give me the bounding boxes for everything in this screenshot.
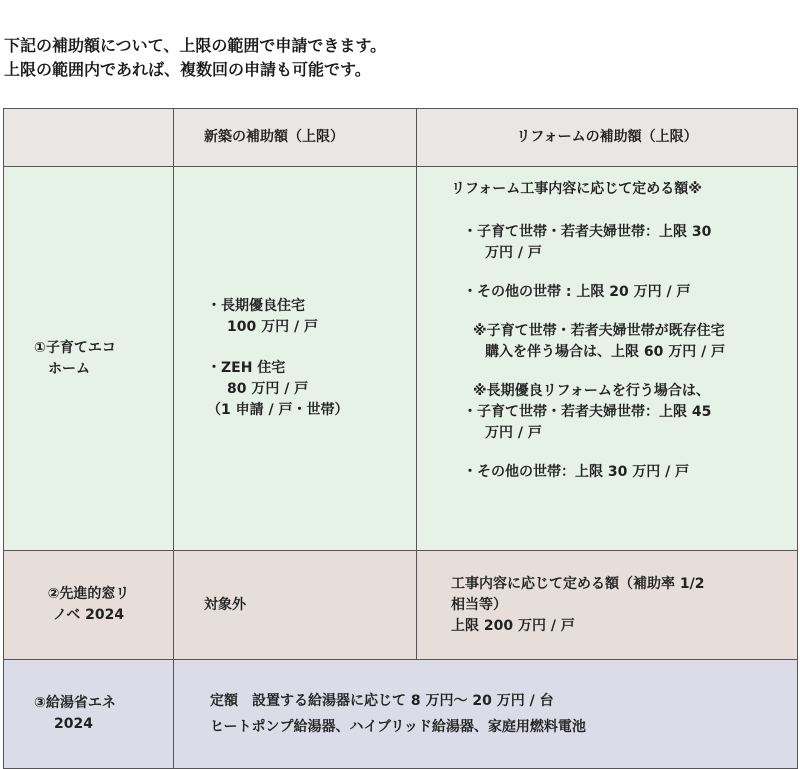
row1-reform-b: ・その他の世帯 : 上限 20 万円 / 戸 [463, 284, 691, 300]
row1-reform-a-line2: 万円 / 戸 [485, 245, 542, 261]
row1-reform-e: ・その他の世帯：上限 30 万円 / 戸 [463, 464, 690, 480]
intro-line-1: 下記の補助額について、上限の範囲で申請できます。 [4, 36, 387, 55]
row1-reform-d-line1: ※長期優良リフォームを行う場合は、 [473, 383, 710, 399]
row3-name-line1: ③給湯省エネ [34, 695, 116, 711]
row3-merged-cell [174, 660, 798, 769]
row2-name-line2: ノベ 2024 [52, 607, 125, 623]
row1-reform-c-line1: ※子育て世帯・若者夫婦世帯が既存住宅 [473, 323, 725, 339]
header-cell-empty [4, 109, 174, 167]
intro-line-2: 上限の範囲内であれば、複数回の申請も可能です。 [4, 60, 371, 79]
row2-name-cell [4, 551, 174, 660]
row1-new-item1-label: ・長期優良住宅 [207, 298, 305, 314]
row1-new-item2-value: 80 万円 / 戸 [227, 381, 309, 397]
row1-reform-d-line3: 万円 / 戸 [485, 425, 542, 441]
row3-line1: 定額 設置する給湯器に応じて 8 万円～ 20 万円 / 台 [210, 693, 554, 709]
table-header-row [4, 109, 798, 167]
row2-reform-line2: 相当等） [451, 596, 507, 613]
row1-reform-d-line2: ・子育て世帯・若者夫婦世帯：上限 45 [463, 404, 712, 420]
row1-new-item2-label: ・ZEH 住宅 [207, 360, 286, 376]
row1-name-line1: ①子育てエコ [34, 339, 116, 356]
row1-reform-title: リフォーム工事内容に応じて定める額※ [451, 181, 702, 197]
table-row-kosodate [4, 167, 798, 551]
intro-text [4, 34, 386, 82]
row1-name-line2: ホーム [48, 360, 90, 377]
table-row-kyuto [4, 660, 798, 769]
row2-reform-line1: 工事内容に応じて定める額（補助率 1/2 [451, 575, 705, 592]
row1-reform-c-line2: 購入を伴う場合は、上限 60 万円 / 戸 [485, 344, 726, 360]
row2-reform-cell [417, 551, 798, 660]
row1-new-cell [174, 167, 417, 551]
row1-reform-a-line1: ・子育て世帯・若者夫婦世帯：上限 30 [463, 224, 712, 240]
row3-name-line2: 2024 [54, 716, 93, 732]
subsidy-table [3, 108, 798, 769]
row1-new-item1-value: 100 万円 / 戸 [227, 319, 318, 335]
row2-reform-line3: 上限 200 万円 / 戸 [451, 617, 575, 634]
row1-new-item2-note: （1 申請 / 戸・世帯） [207, 402, 349, 418]
row3-name-cell [4, 660, 174, 769]
header-cell-reform: リフォームの補助額（上限） [417, 109, 798, 167]
row2-new-cell: 対象外 [174, 551, 417, 660]
row1-reform-cell [417, 167, 798, 551]
row1-name-cell [4, 167, 174, 551]
table-row-mado [4, 551, 798, 660]
row2-name-line1: ②先進的窓リ [47, 586, 130, 602]
row3-line2: ヒートポンプ給湯器、ハイブリッド給湯器、家庭用燃料電池 [210, 719, 586, 735]
header-cell-new: 新築の補助額（上限） [174, 109, 417, 167]
